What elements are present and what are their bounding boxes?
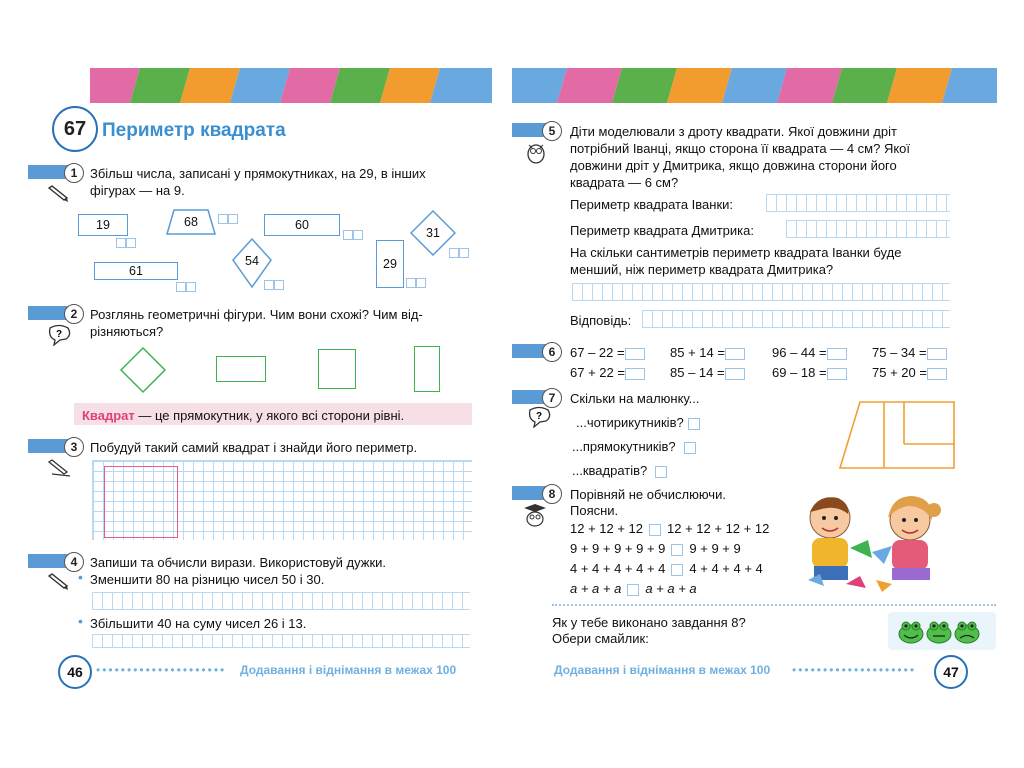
task6-expr: 75 – 34 = (872, 344, 947, 361)
shape-kite-label: 54 (245, 254, 259, 268)
footer-dots-left: ••••••••••••••••••••• (96, 663, 227, 677)
task8-bar (512, 486, 546, 500)
footer-text-left: Додавання і віднімання в межах 100 (240, 663, 457, 677)
task4-number: 4 (64, 552, 84, 572)
task7-bar (512, 390, 546, 404)
task5-line1: Діти моделювали з дроту квадрати. Якої довжини дріт (570, 124, 897, 139)
lesson-title: Периметр квадрата (102, 120, 286, 141)
task2-number: 2 (64, 304, 84, 324)
task6-expr: 85 + 14 = (670, 344, 745, 361)
task5-solution-line[interactable] (572, 283, 950, 301)
compare-row: 12 + 12 + 12 12 + 12 + 12 + 12 (570, 521, 770, 536)
shape-rect-60: 60 (264, 214, 340, 236)
answer-line[interactable] (642, 310, 950, 328)
footer-text-right: Додавання і віднімання в межах 100 (554, 663, 771, 677)
answer-box[interactable] (625, 368, 645, 380)
owl-graduate-icon (520, 502, 550, 533)
orange-figure (838, 400, 956, 472)
compare-row: 9 + 9 + 9 + 9 + 9 9 + 9 + 9 (570, 541, 741, 556)
compare-box[interactable] (649, 524, 661, 536)
task6-expr: 67 + 22 = (570, 364, 645, 381)
perimeter-dmytryk-label: Периметр квадрата Дмитрика: (570, 223, 754, 238)
task1-text-line1: Збільш числа, записані у прямокутниках, на 29, в інших (90, 166, 426, 181)
perimeter-ivanka-label: Периметр квадрата Іванки: (570, 197, 734, 212)
shape-rhombus-label: 31 (426, 226, 440, 240)
frog-smiley-2-icon[interactable] (926, 620, 952, 644)
green-tall-rectangle (414, 346, 440, 392)
task6-expr: 67 – 22 = (570, 344, 645, 361)
perimeter-dmytryk-answer[interactable] (786, 220, 950, 238)
bullet-icon: • (78, 569, 83, 585)
task4-item1: Зменшити 80 на різницю чисел 50 і 30. (90, 572, 325, 587)
pencil-icon (46, 572, 70, 597)
task5-bar (512, 123, 546, 137)
top-banner-right (512, 68, 997, 103)
footer-dots-right: •••••••••••••••••••• (792, 663, 917, 677)
answer-box[interactable] (827, 348, 847, 360)
frog-smiley-1-icon[interactable] (898, 620, 924, 644)
owl-icon (524, 140, 548, 169)
shape-rect-29: 29 (376, 240, 404, 288)
answer-box[interactable] (927, 348, 947, 360)
task7-q2: ...прямокутників? (572, 438, 696, 455)
task8-line2: Поясни. (570, 503, 619, 518)
task6-number: 6 (542, 342, 562, 362)
pencil-icon (46, 184, 70, 209)
task2-text-line1: Розглянь геометричні фігури. Чим вони схожі? Чим від- (90, 307, 423, 322)
green-rectangle (216, 356, 266, 382)
answer-box[interactable] (684, 442, 696, 454)
compare-box[interactable] (627, 584, 639, 596)
answer-boxes[interactable] (406, 278, 426, 288)
task8-number: 8 (542, 484, 562, 504)
shape-trapezoid-label: 68 (184, 215, 198, 229)
self-check-divider (552, 604, 996, 606)
task3-number: 3 (64, 437, 84, 457)
pencil-ruler-icon (46, 458, 72, 483)
answer-box[interactable] (927, 368, 947, 380)
compare-row: 4 + 4 + 4 + 4 + 4 4 + 4 + 4 + 4 (570, 561, 763, 576)
answer-boxes[interactable] (116, 238, 136, 248)
perimeter-ivanka-answer[interactable] (766, 194, 950, 212)
banner-stripes-left (90, 68, 492, 103)
shape-rect-19: 19 (78, 214, 128, 236)
task4-answer-line2[interactable] (92, 634, 470, 648)
task7-text: Скільки на малюнку... (570, 391, 700, 406)
task3-text: Побудуй такий самий квадрат і знайди його периметр. (90, 440, 418, 455)
lesson-number: 67 (52, 106, 98, 152)
top-banner-left (90, 68, 492, 103)
definition-text (82, 407, 404, 424)
task5-line3: довжини дріт у Дмитрика, якщо довжина сторони його (570, 158, 897, 173)
question-bubble-icon (46, 324, 72, 351)
task5-number: 5 (542, 121, 562, 141)
task6-bar (512, 344, 546, 358)
task2-text-line2: різняються? (90, 324, 164, 339)
answer-label: Відповідь: (570, 313, 632, 328)
task6-expr: 96 – 44 = (772, 344, 847, 361)
task5-line2: потрібний Іванці, якщо сторона її квадрата — 4 см? Якої (570, 141, 911, 156)
task5-question-line1: На скільки сантиметрів периметр квадрата Іванки буде (570, 245, 902, 260)
page-number-right: 47 (934, 655, 968, 689)
bullet-icon: • (78, 613, 83, 629)
answer-box[interactable] (625, 348, 645, 360)
banner-stripes-right (512, 68, 997, 103)
answer-box[interactable] (688, 418, 700, 430)
task4-answer-line1[interactable] (92, 592, 470, 610)
task1-number: 1 (64, 163, 84, 183)
definition-term: Квадрат (82, 408, 135, 423)
task4-item2: Збільшити 40 на суму чисел 26 і 13. (90, 616, 307, 631)
task1-text-line2: фігурах — на 9. (90, 183, 185, 198)
answer-box[interactable] (725, 368, 745, 380)
task7-q1: ...чотирикутників? (576, 414, 700, 431)
question-bubble-icon (526, 406, 552, 433)
answer-box[interactable] (655, 466, 667, 478)
compare-box[interactable] (671, 564, 683, 576)
green-square (318, 349, 356, 389)
answer-boxes[interactable] (218, 214, 238, 224)
answer-boxes[interactable] (176, 282, 196, 292)
compare-box[interactable] (671, 544, 683, 556)
shape-rect-61: 61 (94, 262, 178, 280)
task7-number: 7 (542, 388, 562, 408)
pink-square-sample (104, 466, 178, 538)
answer-boxes[interactable] (264, 280, 284, 290)
svg-text:?: ? (56, 329, 63, 340)
definition-rest: — це прямокутник, у якого всі сторони рівні. (134, 408, 405, 423)
task6-expr: 69 – 18 = (772, 364, 847, 381)
self-check-line1: Як у тебе виконано завдання 8? (552, 615, 746, 630)
task5-question-line2: менший, ніж периметр квадрата Дмитрика? (570, 262, 834, 277)
task8-line1: Порівняй не обчислюючи. (570, 487, 726, 502)
answer-box[interactable] (827, 368, 847, 380)
answer-boxes[interactable] (449, 248, 469, 258)
compare-row: a + a + a a + a + a (570, 581, 697, 596)
task5-line4: квадрата — 6 см? (570, 175, 679, 190)
children-illustration (788, 488, 958, 598)
task7-q3: ...квадратів? (572, 462, 667, 479)
task4-text: Запиши та обчисли вирази. Використовуй дужки. (90, 555, 387, 570)
green-rhombus (118, 346, 168, 394)
answer-boxes[interactable] (343, 230, 363, 240)
self-check-line2: Обери смайлик: (552, 631, 649, 646)
task6-expr: 85 – 14 = (670, 364, 745, 381)
frog-smiley-3-icon[interactable] (954, 620, 980, 644)
answer-box[interactable] (725, 348, 745, 360)
task6-expr: 75 + 20 = (872, 364, 947, 381)
svg-text:?: ? (536, 411, 543, 422)
page-number-left: 46 (58, 655, 92, 689)
